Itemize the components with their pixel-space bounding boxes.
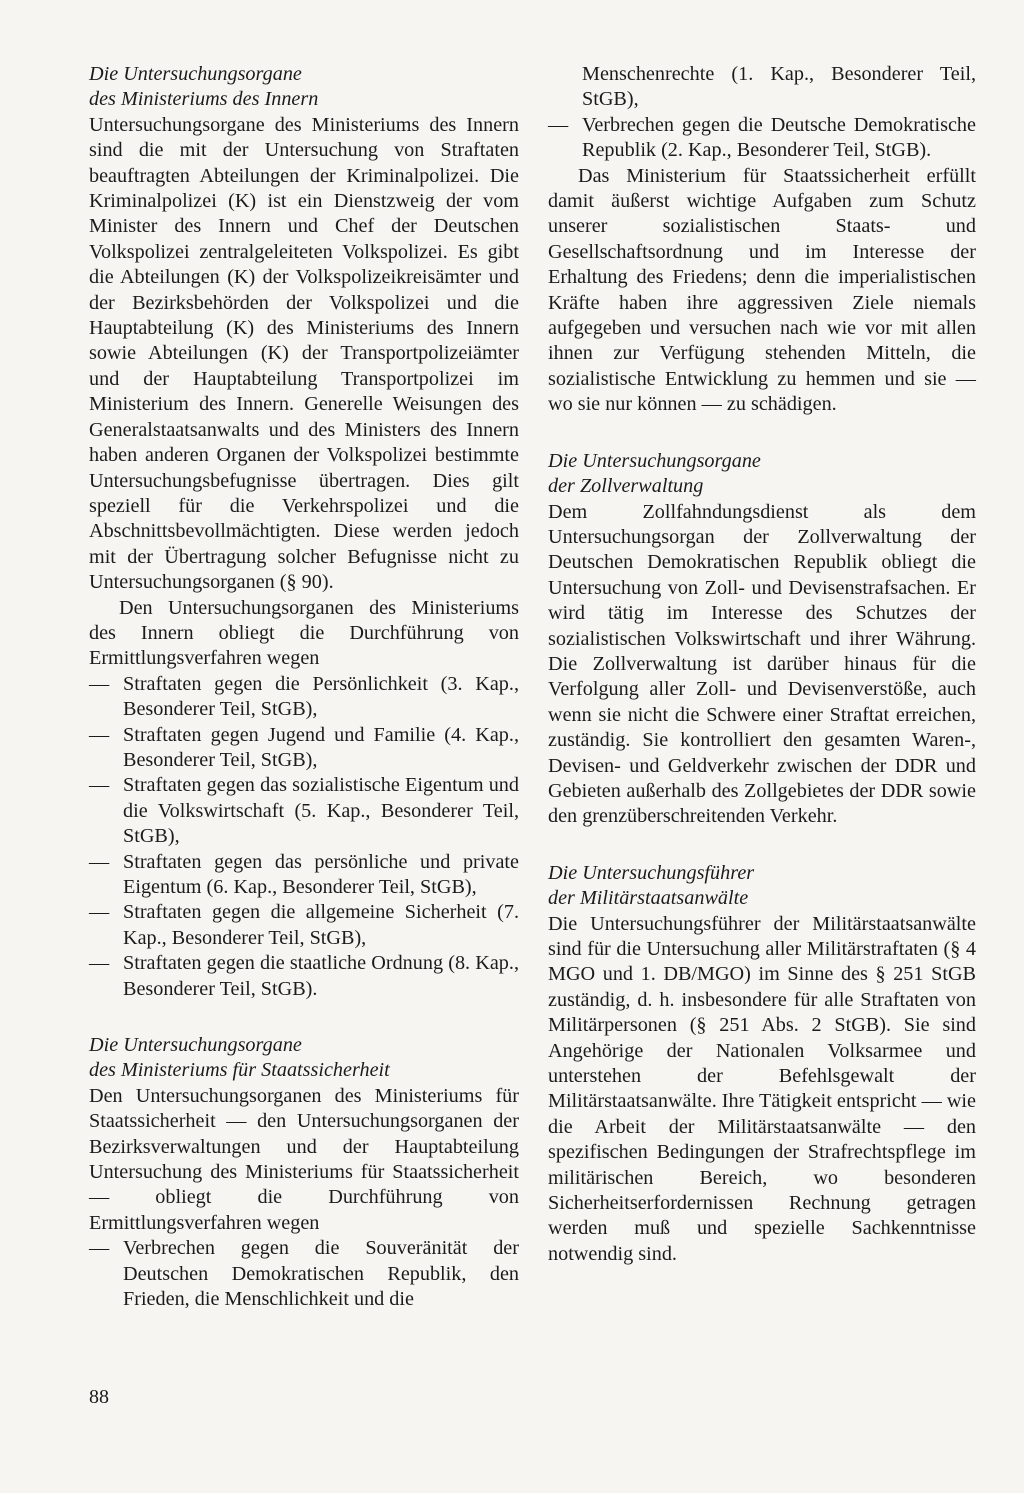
heading-line: Die Untersuchungsführer [548,861,755,884]
heading-line: der Militärstaatsanwälte [548,887,749,910]
section-heading-customs [548,449,976,500]
list-item [89,951,519,1002]
list-item [89,672,519,723]
dash-marker: — [89,672,110,695]
list-item [89,850,519,901]
heading-line: Die Untersuchungsorgane [548,449,761,472]
list-item-text: Verbrechen gegen die Souveränität der Deutschen Demokratischen Republik, den Frieden, die Menschlichkeit und die [123,1237,519,1311]
section-heading-military [548,861,976,912]
list-item-text: Straftaten gegen die Persönlichkeit (3. Kap., Besonderer Teil, StGB), [123,672,519,721]
paragraph: Die Untersuchungsführer der Militärstaatsanwälte sind für die Untersuchung aller Militärstraftaten (§ 4 MGO und 1. DB/MGO) im Sinne des § 251 StGB zuständig, d. h. insbesondere für alle Straftaten von Militärpersonen (§ 251 Abs. 2 StGB). Sie sind Angehörige der Nationalen Volksarmee und unterstehen der Befehlsgewalt der Militärstaatsanwälte. Ihre Tätigkeit entspricht — wie die Arbeit der Militärstaatsanwälte — den spezifischen Bedingungen der Strafrechtspflege im militärischen Bereich, wo besonderen Sicherheitserfordernissen Rechnung getragen werden muß und spezielle Sachkenntnisse notwendig sind. [548,912,976,1265]
heading-line: Die Untersuchungsorgane [89,1034,302,1057]
list-item [89,1236,519,1312]
list-item-continued [548,62,976,113]
section-gap [89,1002,519,1033]
dash-marker: — [89,723,110,746]
list-item [89,723,519,774]
dash-marker: — [89,774,110,797]
list-item [89,900,519,951]
crime-list-continued [548,62,976,164]
paragraph: Den Untersuchungsorganen des Ministeriums für Staatssicherheit — den Untersuchungsorganen der Bezirksverwaltungen und der Hauptabteilung Untersuchung des Ministeriums für Staatssicherheit — obliegt die Durchführung von Ermittlungsverfahren wegen [89,1084,519,1234]
section-gap [548,830,976,861]
list-item-text: Straftaten gegen das sozialistische Eigentum und die Volkswirtschaft (5. Kap., Besonderer Teil, StGB), [123,774,519,848]
dash-marker: — [89,850,110,873]
paragraph: Den Untersuchungsorganen des Ministeriums des Innern obliegt die Durchführung von Ermittlungsverfahren wegen [89,596,519,670]
left-column [89,62,519,1313]
list-item-text: Straftaten gegen das persönliche und private Eigentum (6. Kap., Besonderer Teil, StGB), [123,850,519,898]
heading-line: des Ministeriums des Innern [89,88,319,111]
list-item-text: Straftaten gegen Jugend und Familie (4. Kap., Besonderer Teil, StGB), [123,723,519,771]
dash-marker: — [89,1237,110,1260]
paragraph: Untersuchungsorgane des Ministeriums des Innern sind die mit der Untersuchung von Straftaten beauftragten Abteilungen der Kriminalpolizei. Die Kriminalpolizei (K) ist ein Dienstzweig der vom Minister des Innern und Chef der Deutschen Volkspolizei zentralgeleiteten Volkspolizei. Es gibt die Abteilungen (K) der Volkspolizeikreisämter und der Bezirksbehörden der Volkspolizei und die Hauptabteilung (K) des Ministeriums des Innern sowie Abteilungen (K) der Transportpolizeiämter und der Hauptabteilung Transportpolizei im Ministerium des Innern. Generelle Weisungen des Generalstaatsanwalts und des Ministers des Innern haben anderen Organen der Volkspolizei bestimmte Untersuchungsbefugnisse übertragen. Dies gilt speziell für die Verkehrspolizei und die Abschnittsbevollmächtigten. Diese werden jedoch mit der Übertragung solcher Befugnisse nicht zu Untersuchungsorganen (§ 90). [89,113,519,594]
paragraph: Dem Zollfahndungsdienst als dem Untersuchungsorgan der Zollverwaltung der Deutschen Demokratischen Republik obliegt die Untersuchung von Zoll- und Devisenstrafsachen. Er wird tätig im Interesse des Schutzes der sozialistischen Volkswirtschaft und ihrer Währung. Die Zollverwaltung ist darüber hinaus für die Verfolgung aller Zoll- und Devisenverstöße, auch wenn sie nicht die Schwere einer Straftat erreichen, zuständig. Sie kontrolliert den gesamten Waren-, Devisen- und Geldverkehr zwischen der DDR und Gebieten außerhalb des Zollgebietes der DDR sowie den grenzüberschreitenden Verkehr. [548,500,976,828]
section-heading-state-security [89,1033,519,1084]
section-gap [548,418,976,449]
list-item-text: Straftaten gegen die staatliche Ordnung (8. Kap., Besonderer Teil, StGB). [123,952,519,1000]
offense-list [89,672,519,1002]
right-column [548,62,976,1267]
crime-list [89,1236,519,1312]
list-item [548,113,976,164]
heading-line: Die Untersuchungsorgane [89,63,302,85]
heading-line: der Zollverwaltung [548,475,704,498]
page-number: 88 [89,1386,109,1408]
list-item-text: Straftaten gegen die allgemeine Sicherheit (7. Kap., Besonderer Teil, StGB), [123,901,519,949]
section-heading-interior [89,62,519,113]
dash-marker: — [89,901,110,924]
dash-marker: — [89,952,110,975]
dash-marker: — [548,113,569,136]
heading-line: des Ministeriums für Staatssicherheit [89,1059,390,1082]
list-item [89,773,519,849]
paragraph: Das Ministerium für Staatssicherheit erfüllt damit äußerst wichtige Aufgaben zum Schutz unserer sozialistischen Staats- und Gesellschaftsordnung und im Interesse der Erhaltung des Friedens; denn die imperialistischen Kräfte haben ihre aggressiven Ziele niemals aufgegeben und versuchen nach wie vor mit allen ihnen zur Verfügung stehenden Mitteln, die sozialistische Entwicklung zu hemmen und sie — wo sie nur können — zu schädigen. [548,164,976,416]
list-item-text: Menschenrechte (1. Kap., Besonderer Teil, StGB), [582,63,976,111]
list-item-text: Verbrechen gegen die Deutsche Demokratische Republik (2. Kap., Besonderer Teil, StGB). [582,113,976,162]
